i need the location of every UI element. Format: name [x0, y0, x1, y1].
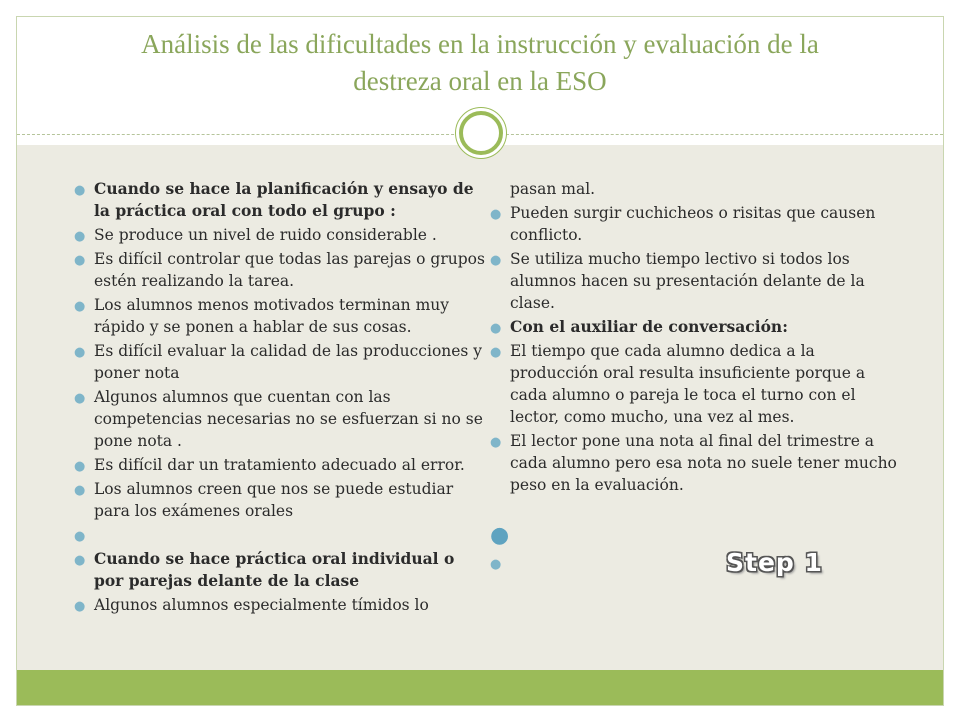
- list-item-text: Se produce un nivel de ruido considerable .: [94, 226, 437, 244]
- bullet-icon: ●: [490, 557, 502, 572]
- bullet-icon: ●: [490, 435, 502, 450]
- bullet-icon: ●: [74, 183, 86, 198]
- list-item: [490, 552, 900, 574]
- title-line-2: destreza oral en la ESO: [353, 66, 607, 96]
- list-item-text: Los alumnos menos motivados terminan muy rápido y se ponen a hablar de sus cosas.: [94, 296, 450, 336]
- list-item: [74, 454, 486, 476]
- list-item-text: Es difícil dar un tratamiento adecuado al error.: [94, 456, 465, 474]
- list-item-text: Los alumnos creen que nos se puede estudiar para los exámenes orales: [94, 480, 454, 520]
- list-item: [74, 524, 486, 546]
- bullet-icon: ●: [490, 253, 502, 268]
- bullet-icon: ●: [74, 229, 86, 244]
- list-item: [74, 548, 486, 592]
- step-label: Step 1: [726, 548, 823, 577]
- list-item-text: Algunos alumnos especialmente tímidos lo: [94, 596, 429, 614]
- bullet-icon: ●: [490, 523, 510, 548]
- list-item-text: Cuando se hace práctica oral individual o por parejas delante de la clase: [94, 549, 455, 590]
- list-item-text: pasan mal.: [510, 180, 596, 198]
- list-item: [74, 386, 486, 452]
- list-item: [74, 178, 486, 222]
- list-item: [74, 340, 486, 384]
- list-item: [74, 294, 486, 338]
- list-item-text: El tiempo que cada alumno dedica a la producción oral resulta insuficiente porque a cada alumno o pareja le toca el turno con el lector, como mucho, una vez al mes.: [510, 342, 866, 426]
- list-item: [490, 340, 900, 428]
- bullet-icon: ●: [74, 599, 86, 614]
- bullet-icon: ●: [74, 553, 86, 568]
- list-item: [74, 594, 486, 616]
- list-item-text: Cuando se hace la planificación y ensayo de la práctica oral con todo el grupo :: [94, 179, 474, 220]
- list-item-text: Es difícil evaluar la calidad de las producciones y poner nota: [94, 342, 483, 382]
- footer-bar: [17, 670, 943, 705]
- list-item: [490, 178, 900, 200]
- list-item-text: El lector pone una nota al final del trimestre a cada alumno pero esa nota no suele tener mucho peso en la evaluación.: [510, 432, 897, 494]
- list-item-text: Es difícil controlar que todas las parejas o grupos estén realizando la tarea.: [94, 250, 485, 290]
- list-item: [74, 224, 486, 246]
- bullet-icon: ●: [490, 207, 502, 222]
- bullet-icon: ●: [74, 299, 86, 314]
- list-item-text: Se utiliza mucho tiempo lectivo si todos los alumnos hacen su presentación delante de la clase.: [510, 250, 865, 312]
- bullet-icon: ●: [74, 253, 86, 268]
- bullet-icon: ●: [74, 459, 86, 474]
- list-item: [490, 248, 900, 314]
- bullet-icon: ●: [74, 483, 86, 498]
- list-item: [490, 523, 900, 550]
- list-item-text: Pueden surgir cuchicheos o risitas que causen conflicto.: [510, 204, 876, 244]
- slide-title: [60, 26, 900, 100]
- right-column: [490, 178, 900, 576]
- list-item: [490, 430, 900, 496]
- bullet-icon: ●: [74, 529, 86, 544]
- bullet-icon: ●: [74, 345, 86, 360]
- decorative-ring-icon: [459, 111, 503, 155]
- list-item: [490, 316, 900, 338]
- list-item-text: Algunos alumnos que cuentan con las competencias necesarias no se esfuerzan si no se pone nota .: [94, 388, 483, 450]
- left-column: [74, 178, 486, 618]
- list-item: [490, 202, 900, 246]
- title-line-1: Análisis de las dificultades en la instrucción y evaluación de la: [141, 29, 819, 59]
- bullet-icon: ●: [490, 345, 502, 360]
- list-item: [74, 248, 486, 292]
- list-item: [74, 478, 486, 522]
- list-item-text: Con el auxiliar de conversación:: [510, 317, 788, 336]
- bullet-icon: ●: [74, 391, 86, 406]
- bullet-icon: ●: [490, 321, 502, 336]
